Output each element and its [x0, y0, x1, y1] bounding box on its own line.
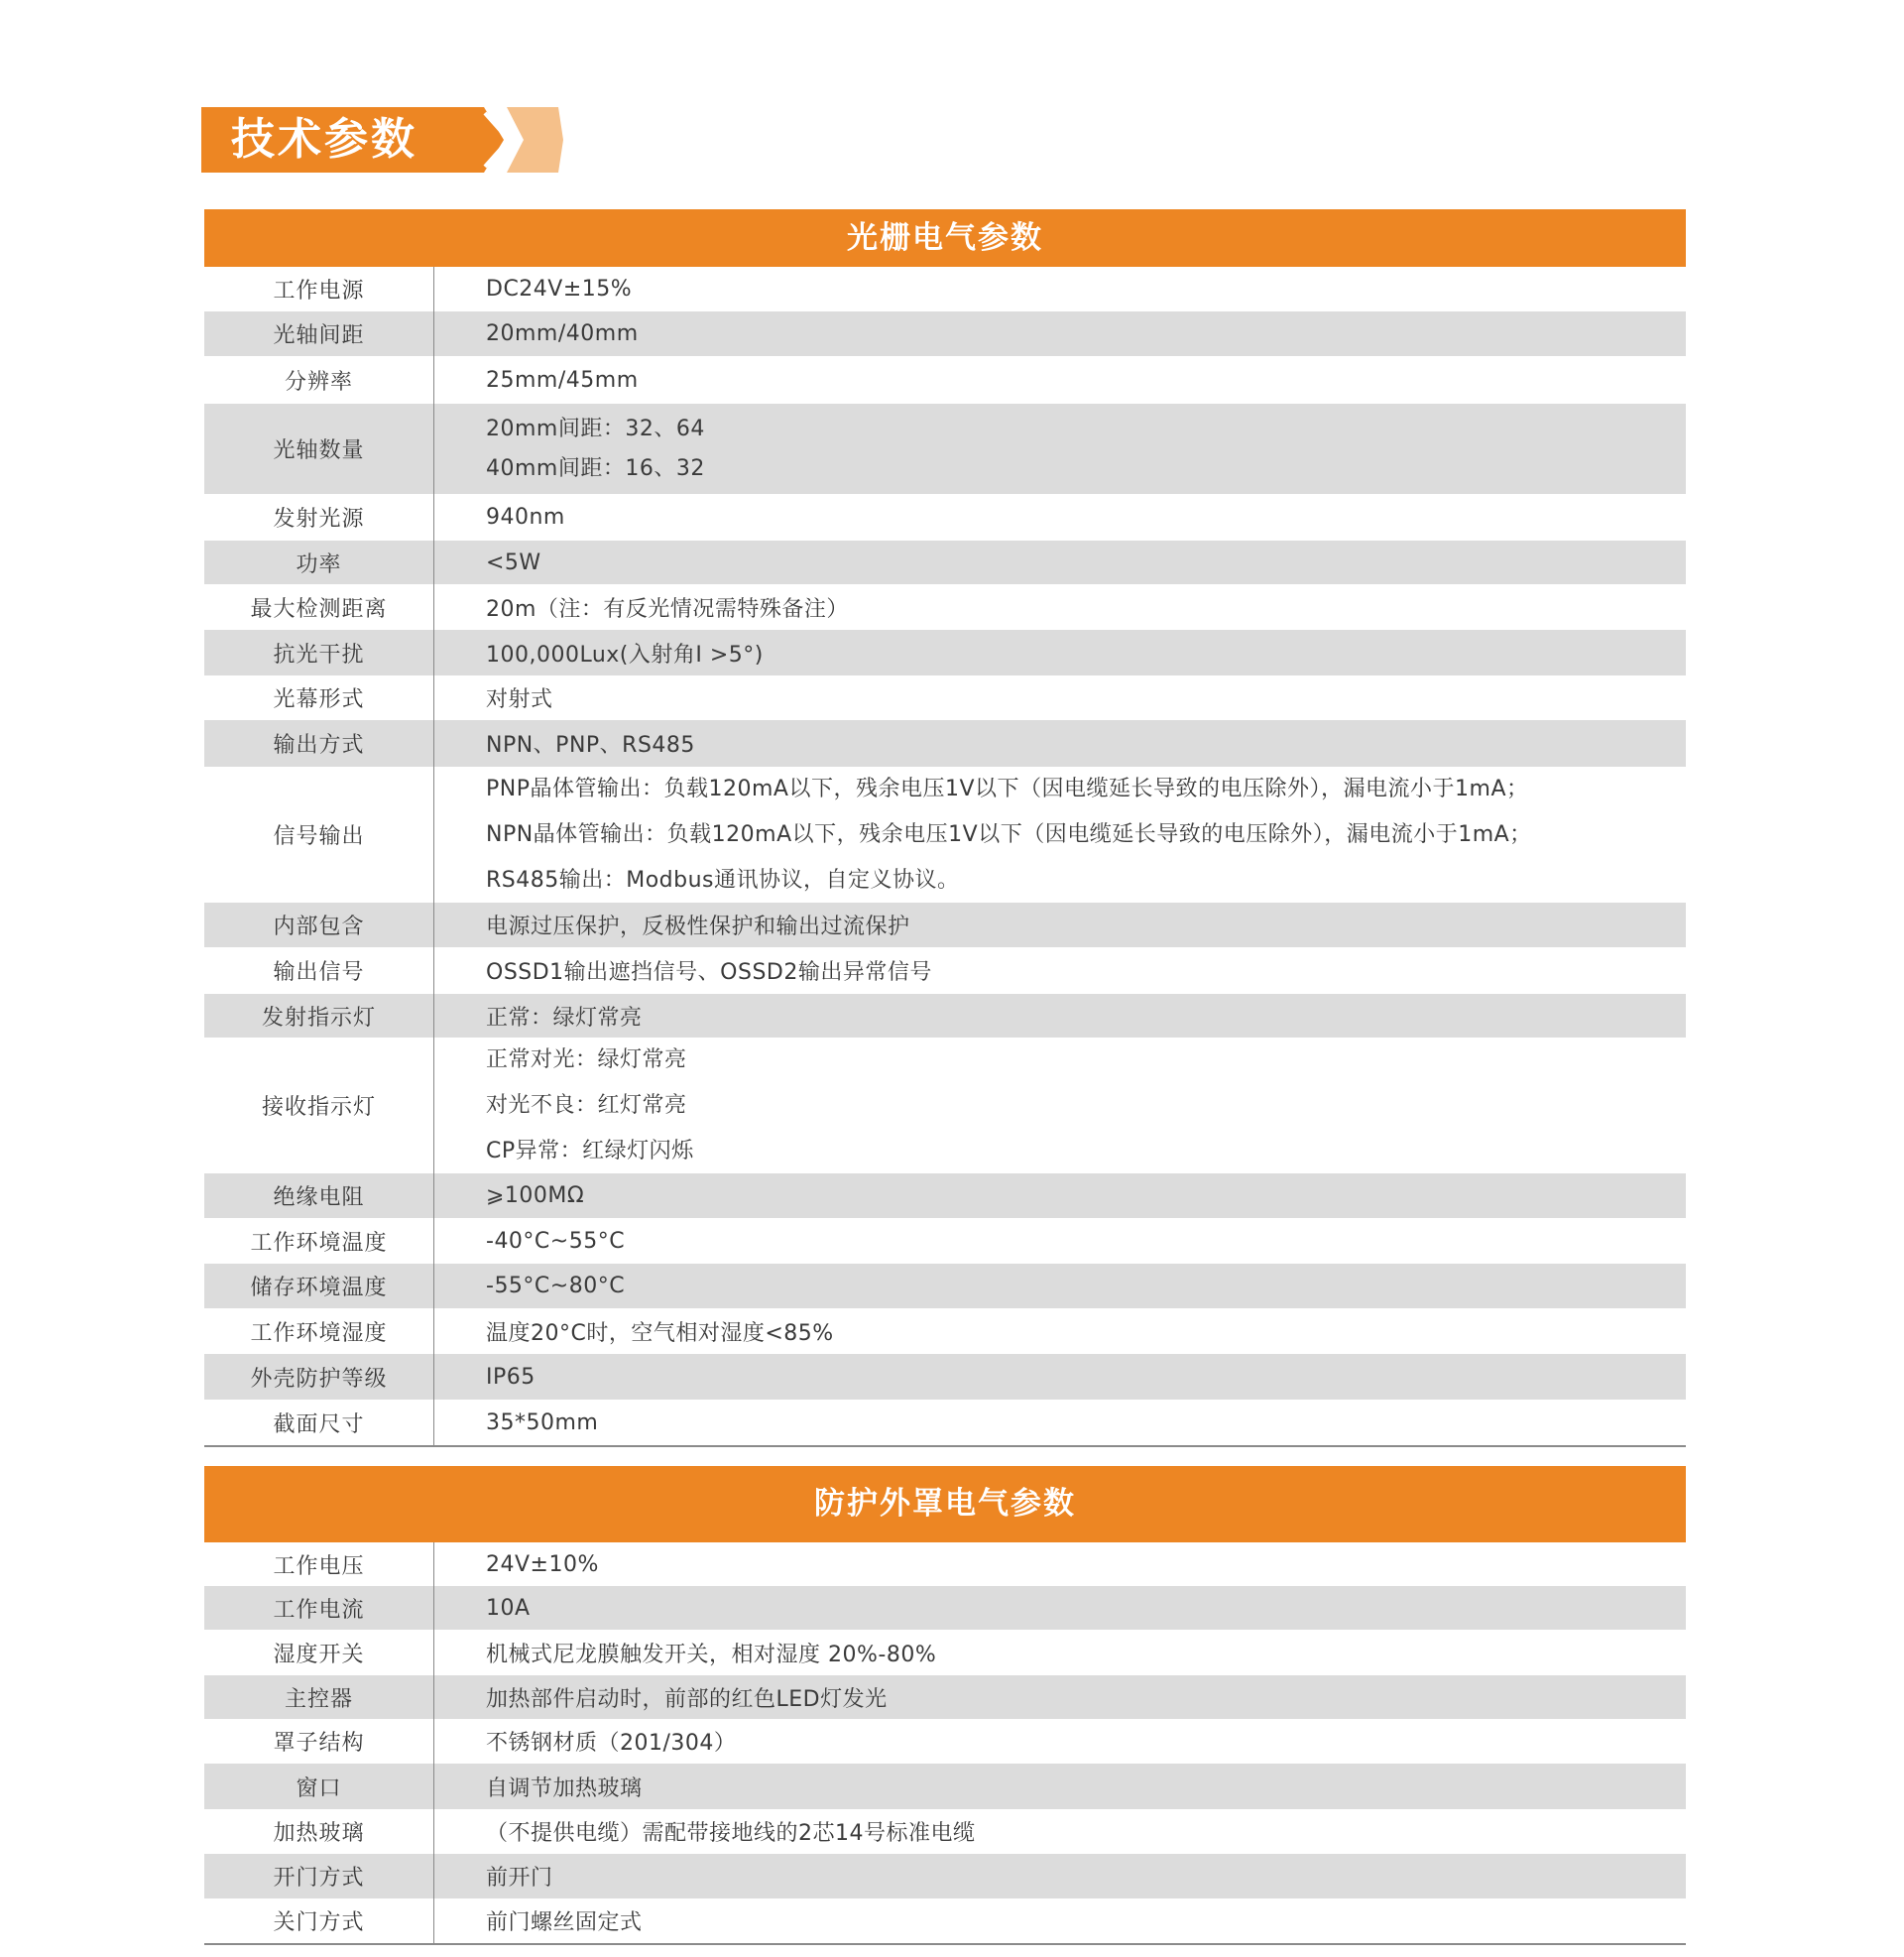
spec-value-line: 20mm间距：32、64: [486, 416, 705, 441]
spec-value-line: <5W: [486, 550, 541, 575]
spec-value: [434, 1596, 531, 1621]
spec-value-line: 40mm间距：16、32: [486, 455, 705, 481]
spec-value: [434, 1183, 584, 1208]
section-header: 防护外罩电气参数: [204, 1466, 1686, 1542]
table-row: [204, 1854, 1686, 1898]
spec-label: 光轴间距: [204, 311, 434, 356]
table-row: [204, 1354, 1686, 1400]
spec-label: 接收指示灯: [204, 1038, 434, 1173]
spec-value: [434, 1682, 888, 1713]
spec-value: [434, 550, 541, 575]
spec-label: 光幕形式: [204, 675, 434, 720]
spec-label: 截面尺寸: [204, 1400, 434, 1445]
spec-value: [434, 368, 639, 393]
spec-value: [434, 728, 695, 759]
spec-value: [434, 321, 639, 346]
table-row: [204, 1630, 1686, 1675]
spec-label: 外壳防护等级: [204, 1354, 434, 1400]
table-row: [204, 584, 1686, 630]
table-row: [204, 767, 1686, 903]
spec-label: 开门方式: [204, 1854, 434, 1898]
spec-value: [434, 410, 705, 489]
spec-label: 最大检测距离: [204, 584, 434, 630]
spec-value-line: 20m（注：有反光情况需特殊备注）: [486, 596, 849, 622]
spec-value-line: ⩾100MΩ: [486, 1183, 585, 1208]
spec-value: [434, 955, 932, 986]
spec-value-line: 对光不良：红灯常亮: [486, 1092, 687, 1118]
spec-label: 内部包含: [204, 903, 434, 947]
spec-value-line: DC24V±15%: [486, 277, 633, 302]
spec-value-line: 正常对光：绿灯常亮: [486, 1046, 687, 1072]
spec-label: 抗光干扰: [204, 630, 434, 675]
spec-value: [434, 910, 910, 940]
table-row: [204, 1809, 1686, 1854]
spec-value: [434, 592, 849, 623]
table-row: [204, 1675, 1686, 1719]
table-row: [204, 1586, 1686, 1630]
spec-value-line: 不锈钢材质（201/304）: [486, 1731, 737, 1756]
spec-value: [434, 1816, 976, 1847]
table-row: [204, 1264, 1686, 1308]
table-row: [204, 720, 1686, 767]
spec-label: 关门方式: [204, 1898, 434, 1943]
spec-value: [434, 1726, 736, 1757]
spec-label: 输出信号: [204, 947, 434, 994]
spec-value-line: 机械式尼龙膜触发开关，相对湿度 20%-80%: [486, 1642, 937, 1667]
spec-table: [204, 1542, 1686, 1943]
table-row: [204, 1542, 1686, 1586]
spec-value-line: 100,000Lux(入射角I >5°): [486, 642, 764, 668]
spec-value-line: 自调节加热玻璃: [486, 1775, 643, 1801]
spec-value-line: OSSD1输出遮挡信号、OSSD2输出异常信号: [486, 960, 932, 985]
spec-label: 发射指示灯: [204, 994, 434, 1038]
spec-value-line: NPN、PNP、RS485: [486, 733, 695, 758]
spec-value-line: CP异常：红绿灯闪烁: [486, 1138, 694, 1163]
spec-label: 绝缘电阻: [204, 1173, 434, 1218]
spec-value: [434, 1365, 536, 1390]
spec-value: [434, 277, 632, 302]
spec-value-line: 对射式: [486, 687, 553, 712]
table-row: [204, 494, 1686, 541]
spec-label: 发射光源: [204, 494, 434, 541]
spec-label: 工作环境温度: [204, 1218, 434, 1264]
spec-value: [434, 767, 1532, 904]
spec-value-line: IP65: [486, 1364, 536, 1390]
spec-value-line: 加热部件启动时，前部的红色LED灯发光: [486, 1686, 888, 1712]
spec-value: [434, 1638, 936, 1668]
spec-value-line: 10A: [486, 1595, 531, 1621]
table-row: [204, 675, 1686, 720]
spec-value-line: 24V±10%: [486, 1551, 599, 1577]
spec-label: 工作环境湿度: [204, 1308, 434, 1354]
spec-value: [434, 1905, 643, 1936]
table-row: [204, 1400, 1686, 1445]
spec-value-line: （不提供电缆）需配带接地线的2芯14号标准电缆: [486, 1821, 976, 1846]
table-row: [204, 630, 1686, 675]
spec-value-line: 正常：绿灯常亮: [486, 1005, 643, 1031]
section-header: 光栅电气参数: [204, 209, 1686, 267]
spec-label: 窗口: [204, 1764, 434, 1809]
spec-value: [434, 638, 764, 669]
spec-label: 湿度开关: [204, 1630, 434, 1675]
table-row: [204, 1719, 1686, 1764]
spec-section-light-curtain: [204, 209, 1686, 1447]
spec-label: 加热玻璃: [204, 1809, 434, 1854]
table-row: [204, 1038, 1686, 1173]
table-row: [204, 903, 1686, 947]
spec-value: [434, 1001, 643, 1032]
spec-label: 主控器: [204, 1675, 434, 1719]
table-row: [204, 1218, 1686, 1264]
table-row: [204, 267, 1686, 311]
spec-label: 罩子结构: [204, 1719, 434, 1764]
spec-value-line: 35*50mm: [486, 1409, 599, 1435]
spec-label: 信号输出: [204, 767, 434, 903]
spec-label: 工作电流: [204, 1586, 434, 1630]
table-bottom-rule: [204, 1445, 1686, 1447]
spec-value-line: 前开门: [486, 1866, 553, 1891]
spec-label: 工作电压: [204, 1542, 434, 1586]
page-title: 技术参数: [231, 114, 417, 165]
table-row: [204, 311, 1686, 356]
table-row: [204, 541, 1686, 584]
table-row: [204, 1898, 1686, 1943]
spec-value: [434, 1038, 694, 1174]
table-row: [204, 1173, 1686, 1218]
spec-value: [434, 1410, 598, 1435]
spec-value: [434, 1861, 553, 1892]
spec-value: [434, 1274, 625, 1298]
spec-value-line: -40°C~55°C: [486, 1228, 626, 1254]
spec-value-line: NPN晶体管输出：负载120mA以下，残余电压1V以下（因电缆延长导致的电压除外），漏电流小于1mA；: [486, 821, 1532, 847]
spec-value: [434, 682, 553, 713]
spec-value-line: RS485输出：Modbus通讯协议，自定义协议。: [486, 867, 960, 893]
spec-label: 光轴数量: [204, 404, 434, 494]
spec-value: [434, 1552, 599, 1577]
table-row: [204, 994, 1686, 1038]
spec-value-line: -55°C~80°C: [486, 1274, 626, 1298]
table-row: [204, 404, 1686, 494]
table-row: [204, 356, 1686, 404]
spec-label: 分辨率: [204, 356, 434, 404]
spec-table: [204, 267, 1686, 1445]
spec-label: 功率: [204, 541, 434, 584]
spec-value-line: 25mm/45mm: [486, 367, 639, 393]
spec-value: [434, 1772, 643, 1802]
table-row: [204, 947, 1686, 994]
spec-value: [434, 505, 565, 530]
spec-value-line: 20mm/40mm: [486, 321, 639, 346]
spec-value-line: 前门螺丝固定式: [486, 1910, 643, 1935]
table-row: [204, 1764, 1686, 1809]
spec-value: [434, 1229, 625, 1254]
spec-section-protective-cover: [204, 1466, 1686, 1945]
spec-label: 储存环境温度: [204, 1264, 434, 1308]
spec-value-line: 电源过压保护，反极性保护和输出过流保护: [486, 915, 910, 939]
section-banner: [201, 107, 578, 173]
spec-value: [434, 1316, 834, 1347]
spec-label: 输出方式: [204, 720, 434, 767]
table-bottom-rule: [204, 1943, 1686, 1945]
spec-value-line: 940nm: [486, 505, 565, 530]
spec-value-line: PNP晶体管输出：负载120mA以下，残余电压1V以下（因电缆延长导致的电压除外），漏电流小于1mA；: [486, 776, 1529, 801]
spec-value-line: 温度20°C时，空气相对湿度<85%: [486, 1320, 834, 1346]
table-row: [204, 1308, 1686, 1354]
spec-label: 工作电源: [204, 267, 434, 311]
